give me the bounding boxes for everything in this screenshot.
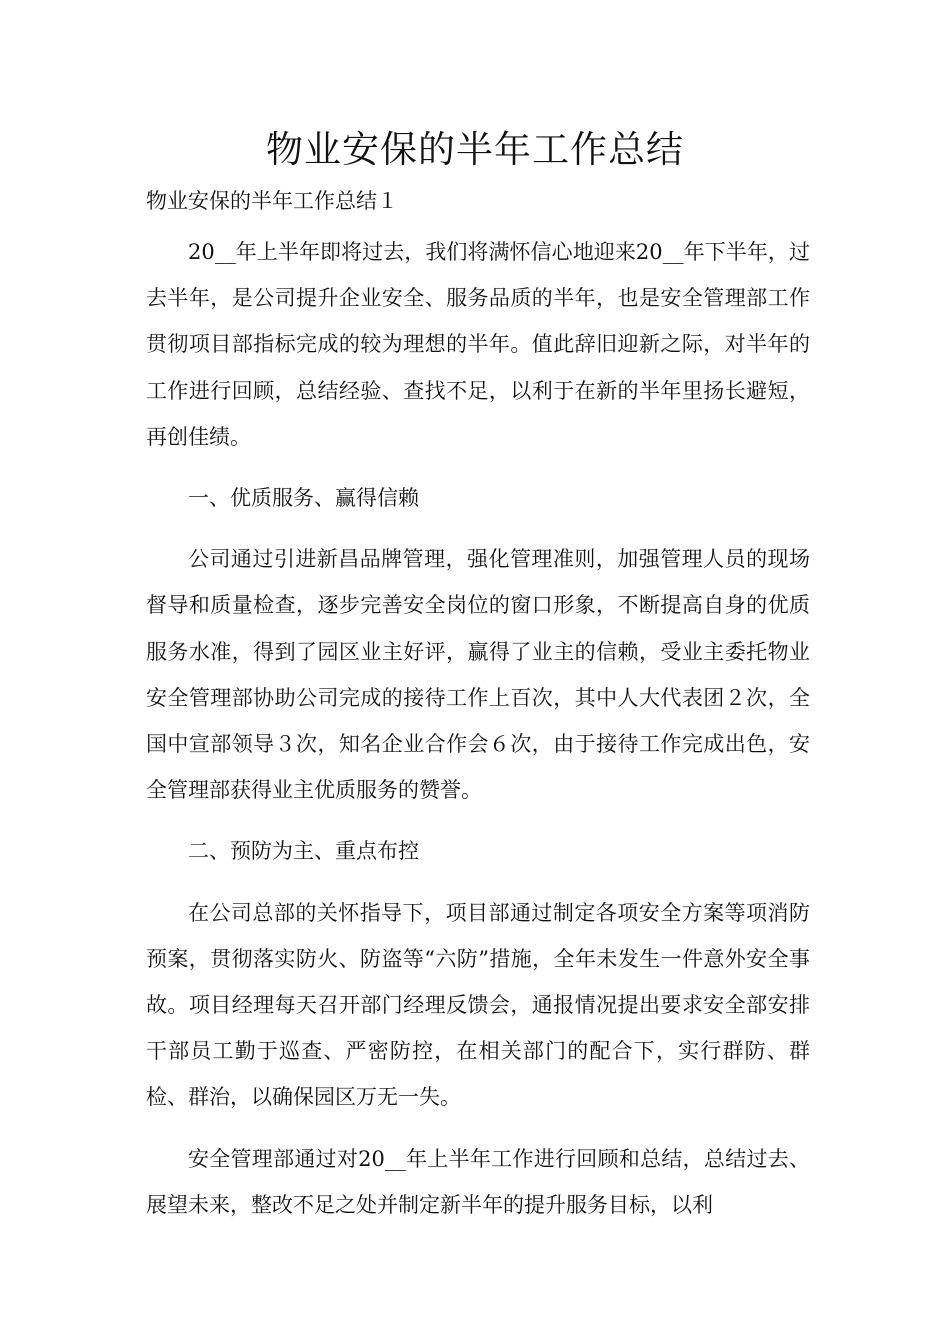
document-subtitle: 物业安保的半年工作总结１ — [146, 189, 398, 213]
document-title: 物业安保的半年工作总结 — [266, 128, 684, 171]
paragraph-intro: 20__年上半年即将过去，我们将满怀信心地迎来20__年下半年，过去半年，是公司提升企业安全、服务品质的半年，也是安全管理部工作贯彻项目部指标完成的较为理想的半年。值此辞旧迎新之际，对半年的工作进行回顾，总结经验、查找不足，以利于在新的半年里扬长避短，再创佳绩。 — [146, 240, 810, 449]
document-body — [146, 229, 810, 1243]
paragraph-section-1: 公司通过引进新昌品牌管理，强化管理准则，加强管理人员的现场督导和质量检查，逐步完善安全岗位的窗口形象，不断提高自身的优质服务水准，得到了园区业主好评，赢得了业主的信赖，受业主委托物业安全管理部协助公司完成的接待工作上百次，其中人大代表团２次，全国中宣部领导３次，知名企业合作会６次，由于接待工作完成出色，安全管理部获得业主优质服务的赞誉。 — [146, 547, 810, 803]
paragraph-section-2: 在公司总部的关怀指导下，项目部通过制定各项安全方案等项消防预案，贯彻落实防火、防盗等“六防”措施，全年未发生一件意外安全事故。项目经理每天召开部门经理反馈会，通报情况提出要求安全部安排干部员工勤于巡查、严密防控，在相关部门的配合下，实行群防、群检、群治，以确保园区万无一失。 — [146, 900, 810, 1110]
section-heading-2: 二、预防为主、重点布控 — [188, 839, 419, 864]
section-heading-1: 一、优质服务、赢得信赖 — [188, 486, 419, 511]
paragraph-review: 安全管理部通过对20__年上半年工作进行回顾和总结，总结过去、展望未来，整改不足之处并制定新半年的提升服务目标，以利 — [146, 1146, 810, 1217]
